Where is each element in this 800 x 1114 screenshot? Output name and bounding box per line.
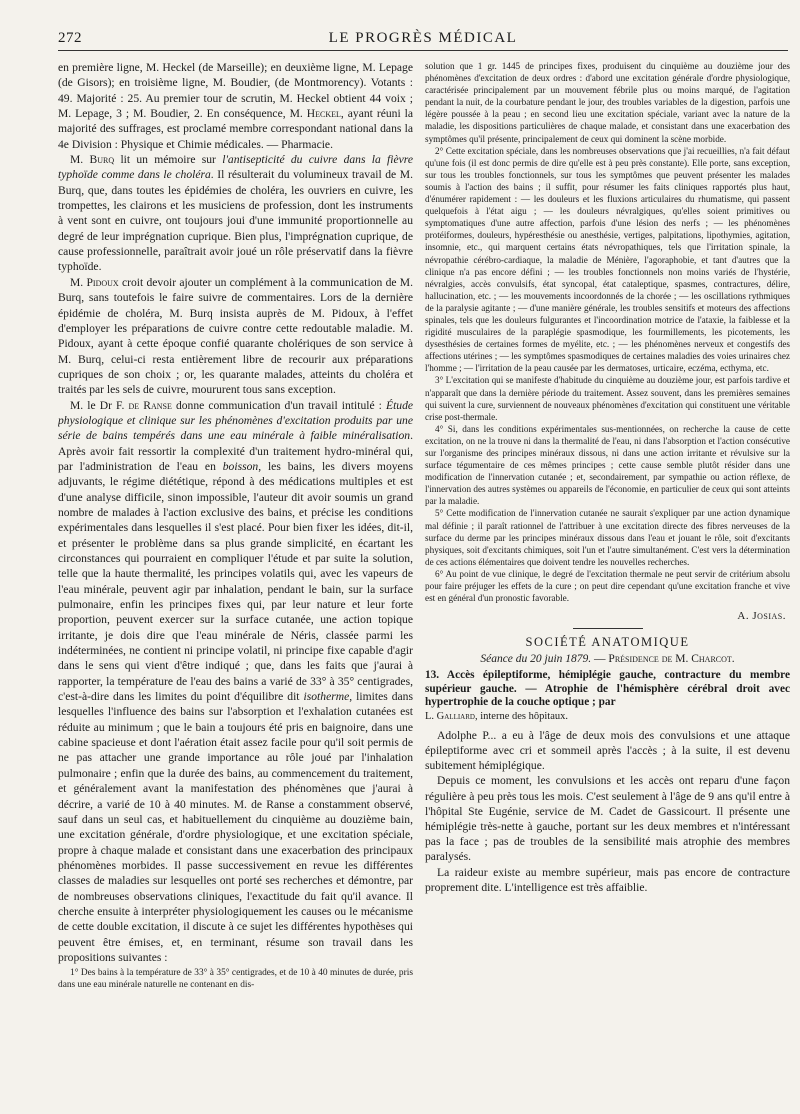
propositions-list — [425, 60, 790, 604]
paragraph-pidoux: M. Pidoux croit devoir ajouter un complément à la communication de M. Burq, sans toutefois le faire suivre de commentaires. Lors de la dernière épidémie de choléra, M. Burq insista auprès de M. Pidoux, à l'effet d'employer les préparations de cuivre contre cette redoutable maladie. M. Pidoux, ayant à cette époque confié quarante cholériques de son service à M. Burq, celui-ci resta entièrement libre de recourir aux préparations cupriques de son choix ; or, les quarante malades, atteints du choléra et traités par les sels de cuivre, moururent tous sans exception. — [58, 275, 413, 397]
memoir-title: l'antisepticité du cuivre dans la fièvre typhoïde comme dans le choléra — [58, 153, 413, 182]
observation-title: 13. Accès épileptiforme, hémiplégie gauche, contracture du membre supérieur gauche. — Atrophie de l'hémisphère cérébral droit avec hypertrophie de la couche optique ; par — [425, 669, 790, 709]
observation-paragraph: Depuis ce moment, les convulsions et les accès ont reparu d'une façon régulière à peu près tous les mois. C'est seulement à l'âge de 9 ans qu'il entre à l'hôpital Ste Eugénie, service de M. Cadet de Gassicourt. Il présente une hémiplégie très-nette à gauche, portant sur les deux membres et n'intéressant pas la face ; pas de troubles de la sensibilité mais atrophie des membres paralysés. — [425, 774, 790, 864]
observation-author: L. Galliard, interne des hôpitaux. — [425, 710, 568, 722]
observation-paragraph: Adolphe P... a eu à l'âge de deux mois des convulsions et une attaque épileptiforme avec cri et sommeil après l'accès ; à la suite, il est devenu subitement hémiplégique. — [425, 728, 790, 773]
proposition-1: 1° Des bains à la température de 33° à 35° centigrades, et de 10 à 40 minutes de durée, pris dans une eau minérale naturelle ne contenant en dis- — [58, 968, 413, 991]
left-column — [58, 60, 413, 1100]
page-header — [58, 28, 788, 51]
member-name: de Ranse — [128, 398, 172, 412]
proposition-3: 3° L'excitation qui se manifeste d'habitude du cinquième au douzième jour, est parfois tardive et n'apparaît que dans la dernière période du traitement. Assez souvent, dans les premières semaines qui suivent la cure, surviennent de nouveaux phénomènes d'excitation qui constituent une véritable crise post-thermale. — [425, 375, 790, 422]
proposition-2: 2° Cette excitation spéciale, dans les nombreuses observations que j'ai recueillies, n'a fait défaut qu'une fois (il est donc permis de dire qu'elle est à peu près constante). Elle porte, sans exception, sur tous les troubles fonctionnels, sur tous les symptômes que peuvent présenter les malades soumis à l'action des bains ; il suffit, pour résumer les faits cliniques rapportés plus haut, d'énumérer rapidement : — les douleurs et les fluxions articulaires du rhumatisme, qui passent quelquefois à l'état aigu ; — les douleurs névralgiques, qu'elles soient primitives ou symptomatiques d'une autre affection, parfois d'une lésion des nerfs ; — les phénomènes protéiformes, douleurs, hypéresthésie ou anesthésie, vertiges, palpitations, lipothymies, agitation, insomnie, etc., qui marquent certains états névropathiques, tels que l'irritation spinale, la névropathie cérébro-cardiaque, la maladie de Ménière, l'agoraphobie, et tant d'autres que la clinique n'a pas encore défini ; — les troubles fonctionnels non moins variés de l'hystérie, névralgies, accès convulsifs, état syncopal, état cataleptique, spasmes, contractures, délire, hallucination, etc. ; — les mouvements incoordonnés de la chorée ; — les oscillations rythmiques de la paralysie agitante ; — d'une manière générale, les troubles sensitifs et moteurs des affections spinales, tels que les douleurs fulgurantes et l'incoordination motrice de l'ataxie, la faiblesse et la rigidité musculaires de la paraplégie spasmodique, les fourmillements, les picotements, les dysesthésies de certaines formes de myélite, etc. ; — les phénomènes nerveux et congestifs des affections utérines ; — les symptômes spasmodiques de certaines maladies des voies urinaires chez l'homme ; — l'irritation de la peau causée par les dermatoses, urticaire, eczéma, ecthyma, etc. — [425, 145, 790, 374]
session-line: Séance du 20 juin 1879. — Présidence de M. Charcot. — [480, 653, 735, 666]
member-name: Burq — [89, 153, 115, 167]
work-title: Étude physiologique et clinique sur les phénomènes d'excitation produits par une série de bains tempérés dans une eau minérale à faible minéralisation — [58, 398, 413, 443]
member-name: Pidoux — [86, 275, 119, 289]
right-column — [425, 60, 790, 1100]
observation-body — [425, 728, 790, 895]
proposition-5: 5° Cette modification de l'innervation cutanée ne saurait s'expliquer par une action dynamique mal définie ; il paraît rationnel de l'attribuer à une excitation directe des fibres nerveuses de la surface du derme par les principes minéraux dissous dans l'eau et jouant le rôle, soit d'excitants physiques, soit d'excitants chimiques, soit l'un et l'autre simultanément. C'est vers la détermination de ces actions élémentaires que doivent tendre les nouvelles recherches. — [425, 508, 790, 567]
member-name: Heckel — [306, 107, 341, 121]
proposition-6: 6° Au point de vue clinique, le degré de l'excitation thermale ne peut servir de critérium absolu pour faire préjuger les effets de la cure ; on peut dire cependant qu'une excitation franche et vive est en général d'un pronostic favorable. — [425, 568, 790, 604]
society-heading: SOCIÉTÉ ANATOMIQUE — [525, 635, 690, 650]
paragraph-de-ranse: M. le Dr F. de Ranse donne communication d'un travail intitulé : Étude physiologique et clinique sur les phénomènes d'excitation produits par une série de bains tempérés dans une eau minérale à faible minéralisation. Après avoir fait ressortir la complexité d'un traitement hydro-minéral qui, par l'administration de l'eau en boisson, les bains, les divers moyens adjuvants, le régime diététique, répond à des médications multiples et est d'une analyse difficile, sinon impossible, l'auteur dit avoir soumis un grand nombre de malades à l'action exclusive des bains, et précise les conditions expérimentales dans lesquelles il s'est placé. Pour bien fixer les idées, dit-il, et présenter le problème dans sa plus grande simplicité, en écartant les circonstances qui pourraient en compliquer l'étude et par suite la solution, telle que la haute thermalité, les principes volatils qui, avec les vapeurs de l'eau minérale, peuvent agir par inhalation, pendant le bain, sur la surface pulmonaire, enfin les principes fixes qui, par leur nature et leur forte proportion, peuvent exercer sur la surface cutanée, une action topique irritante, je dois dire que l'eau minérale de Néris, classée parmi les indéterminées, ne contient ni principe volatil, ni principe fixe capable d'agir dans le sens qui vient d'être indiqué ; que, dans les faits que j'aurai à rapporter, la température de l'eau des bains a varié de 33° à 35° centigrades, c'est-à-dire dans les limites du point d'équilibre dit isotherme, limites dans lesquelles l'influence des bains sur l'absorption et l'exhalation cutanées est réduite au minimum ; que le bain a toujours été pris en baignoire, dans une cabine spacieuse et dont l'aération était assez facile pour qu'il soit permis de ne pas attacher une grande importance au rôle joué par l'inhalation pulmonaire ; enfin que la durée des bains, au commencement du traitement, et généralement avant la manifestation des phénomènes que j'aurai à décrire, a varié de 10 à 40 minutes. M. de Ranse a constamment observé, sauf dans un seul cas, et habituellement du cinquième au douzième bain, une excitation générale, d'ordre physiologique, et une excitation spéciale, propre à chaque malade et consistant dans une exacerbation des principaux phénomènes morbides. Il passe successivement en revue les différentes classes de maladies sur lesquelles ont porté ses recherches et démontre, par de nombreuses observations cliniques, l'exactitude du fait qu'il avance. Il cherche ensuite à interpréter physiologiquement les causes ou le mécanisme de cette double excitation, il discute à ce sujet les différentes hypothèses qui peuvent être émises, et, en terminant, résume son travail dans les propositions suivantes : — [58, 398, 413, 964]
paragraph-burq: M. Burq lit un mémoire sur l'antisepticité du cuivre dans la fièvre typhoïde comme dans le choléra. Il résulterait du volumineux travail de M. Burq, que, dans toutes les épidémies de choléra, les ouvriers en cuivre, les trompettes, les clairons et les musiciens de profession, dont les instruments à vent sont en cuivre, ont toujours joui d'une immunité proportionnelle au degré de leur imprégnation cuprique. Bien plus, l'imprégnation cuprique, de cause professionnelle, paraîtrait avoir joué un rôle préservatif dans la fièvre typhoïde. — [58, 153, 413, 274]
paragraph-election: en première ligne, M. Heckel (de Marseille); en deuxième ligne, M. Lepage (de Gisors); en troisième ligne, M. Boudier, (de Montmorency). Votants : 49. Majorité : 25. Au premier tour de scrutin, M. Heckel obtient 44 voix ; M. Lepage, 3 ; M. Boudier, 2. En conséquence, M. Heckel, ayant réuni la majorité des suffrages, est proclamé membre correspondant national dans la 4e Division : Physique et Chimie médicales. — Pharmacie. — [58, 61, 413, 151]
proposition-1-cont: solution que 1 gr. 1445 de principes fixes, produisent du cinquième au douzième jour des phénomènes d'excitation de deux ordres : d'abord une excitation générale d'ordre physiologique, caractérisée principalement par un mouvement fébrile plus ou moins marqué, de l'agitation pendant la nuit, de la courbature pendant le jour, des troubles variables de la digestion, parfois une légère poussée à la peau ; en second lieu une excitation spéciale, variant avec la nature de la maladie, les dispositions particulières de chaque malade, et consistant dans une exacerbation des symptômes qu'il présente, principalement de ceux qui dominent la scène morbide. — [425, 61, 790, 144]
propositions-start — [58, 967, 413, 991]
signature: A. Josias. — [737, 610, 786, 623]
page-number: 272 — [58, 30, 82, 46]
proposition-4: 4° Si, dans les conditions expérimentales sus-mentionnées, on recherche la cause de cette excitation, on ne la trouve ni dans la thermalité de l'eau, ni dans l'absorption et l'action consécutive sur l'organisme des principes minéraux dissous, ni dans une action irritante et révulsive sur la surface tégumentaire de ces mêmes principes ; cette cause semble plutôt résider dans une modification de l'innervation cutanée ; et, secondairement, par sympathie ou action réflexe, de l'innervation des autres systèmes ou appareils de l'économie, en particulier de ceux qui sont atteints par la maladie. — [425, 423, 790, 507]
running-title: LE PROGRÈS MÉDICAL — [328, 30, 518, 46]
observation-paragraph: La raideur existe au membre supérieur, mais pas encore de contracture proprement dite. L'intelligence est très affaiblie. — [425, 865, 790, 894]
section-divider — [573, 628, 643, 629]
